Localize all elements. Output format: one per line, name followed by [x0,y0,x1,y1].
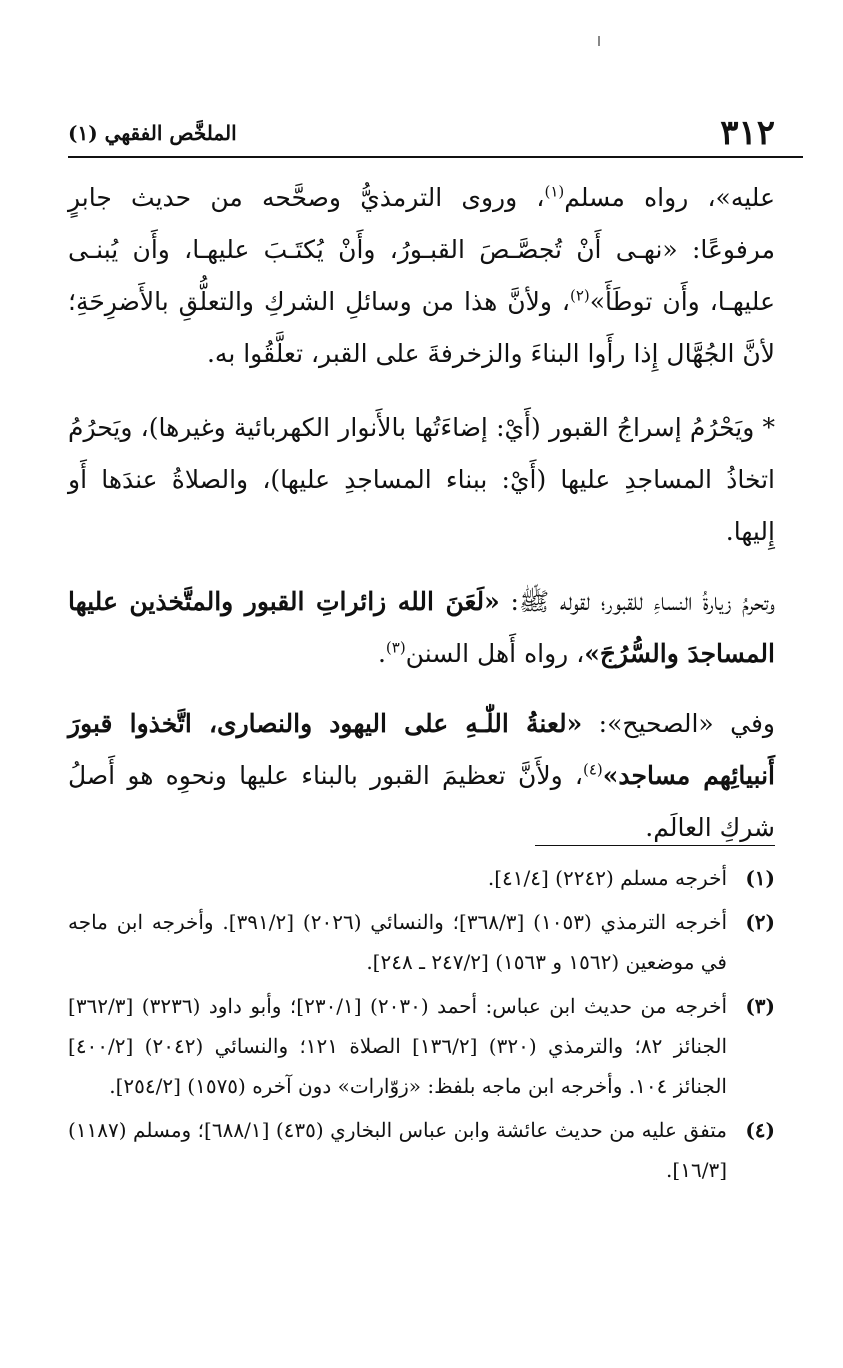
paragraph-3-part-d: . [377,639,386,668]
footnote-item [68,1110,775,1190]
footnote-number: (٣) [745,994,775,1018]
page-header [68,110,775,156]
main-text [68,172,775,872]
footnote-ref-4[interactable]: (٤) [582,760,603,779]
footnote-text: متفق عليه من حديث عائشة وابن عباس البخاري (٤٣٥) [٦٨٨/١]؛ ومسلم (١١٨٧) [١٦/٣]. [68,1118,727,1182]
running-title: الملخَّص الفقهي (١) [68,121,237,145]
paragraph-1 [68,172,775,380]
footnote-number: (٤) [745,1118,775,1142]
paragraph-3 [68,576,775,680]
paragraph-3-part-a: وتحرمُ زيارةُ النساءِ للقبور؛ لقوله ﷺ: [499,587,775,616]
footnote-divider [535,845,775,846]
footnote-item [68,986,775,1106]
paragraph-4 [68,698,775,854]
footnote-ref-3[interactable]: (٣) [385,638,406,657]
scan-mark [598,36,600,46]
paragraph-2 [68,402,775,558]
paragraph-3-part-c: ، رواه أَهل السنن [405,639,585,668]
footnote-item [68,858,775,898]
footnote-ref-2[interactable]: (٢) [569,286,590,305]
footnote-text: أخرجه من حديث ابن عباس: أحمد (٢٠٣٠) [٢٣٠/١]؛ وأبو داود (٣٢٣٦) [٣٦٢/٣] الجنائز ٨٢؛ والترمذي (٣٢٠) [١٣٦/٢] الصلاة ١٢١؛ والنسائي (٢٠٤٢) [٤٠٠/٢] الجنائز ١٠٤. وأخرجه ابن ماجه بلفظ: «زوّارات» دون آخره (١٥٧٥) [٢٥٤/٢]. [68,994,728,1098]
page-number: ٣١٢ [720,113,775,153]
footnote-item [68,902,775,982]
paragraph-1-part-c: ، ولأنَّ هذا من وسائلِ الشركِ والتعلُّقِ بالأَضرِحَةِ؛ لأنَّ الجُهَّال إِذا رأَوا البناءَ والزخرفةَ على القبر، تعلَّقُوا به. [68,287,775,368]
hadith-quote-1: «لَعَنَ الله زائراتِ القبور والمتَّخذين عليها المساجدَ والسُّرُجَ» [68,587,775,668]
paragraph-1-part-b: ، وروى الترمذيُّ وصحَّحه من حديث جابرٍ مرفوعًا: «نهـى أَنْ تُجصَّـصَ القبـورُ، وأَنْ يُكتَـبَ عليهـا، وأَن يُبنـى عليهـا، وأَن توطَأَ» [68,183,775,316]
paragraph-1-part-a: عليه»، رواه مسلم [564,183,775,212]
footnote-ref-1[interactable]: (١) [544,182,565,201]
header-divider [68,156,803,158]
footnote-number: (١) [745,866,775,890]
footnote-text: أخرجه الترمذي (١٠٥٣) [٣٦٨/٣]؛ والنسائي (٢٠٢٦) [٣٩١/٢]. وأخرجه ابن ماجه في موضعين (١٥٦٢ و ١٥٦٣) [٢٤٧/٢ ـ ٢٤٨]. [68,910,728,974]
footnote-number: (٢) [745,910,775,934]
paragraph-4-part-c: ، ولأَنَّ تعظيمَ القبور بالبناء عليها ونحوِه هو أَصلُ شركِ العالَم. [68,761,775,842]
hadith-quote-2: «لعنةُ اللّٰـهِ على اليهود والنصارى، اتَّخذوا قبورَ أَنبيائِهم مساجد» [68,709,775,790]
footnotes [68,858,775,1194]
paragraph-4-part-a: وفي «الصحيح»: [582,709,775,738]
paragraph-2-text: * ويَحْرُمُ إسراجُ القبور (أَيْ: إضاءَتُها بالأَنوار الكهربائية وغيرها)، ويَحرُمُ اتخاذُ المساجدِ عليها (أَيْ: ببناء المساجدِ عليها)، والصلاةُ عندَها أَو إِليها. [68,413,775,546]
footnote-text: أخرجه مسلم (٢٢٤٢) [٤١/٤]. [487,866,727,890]
